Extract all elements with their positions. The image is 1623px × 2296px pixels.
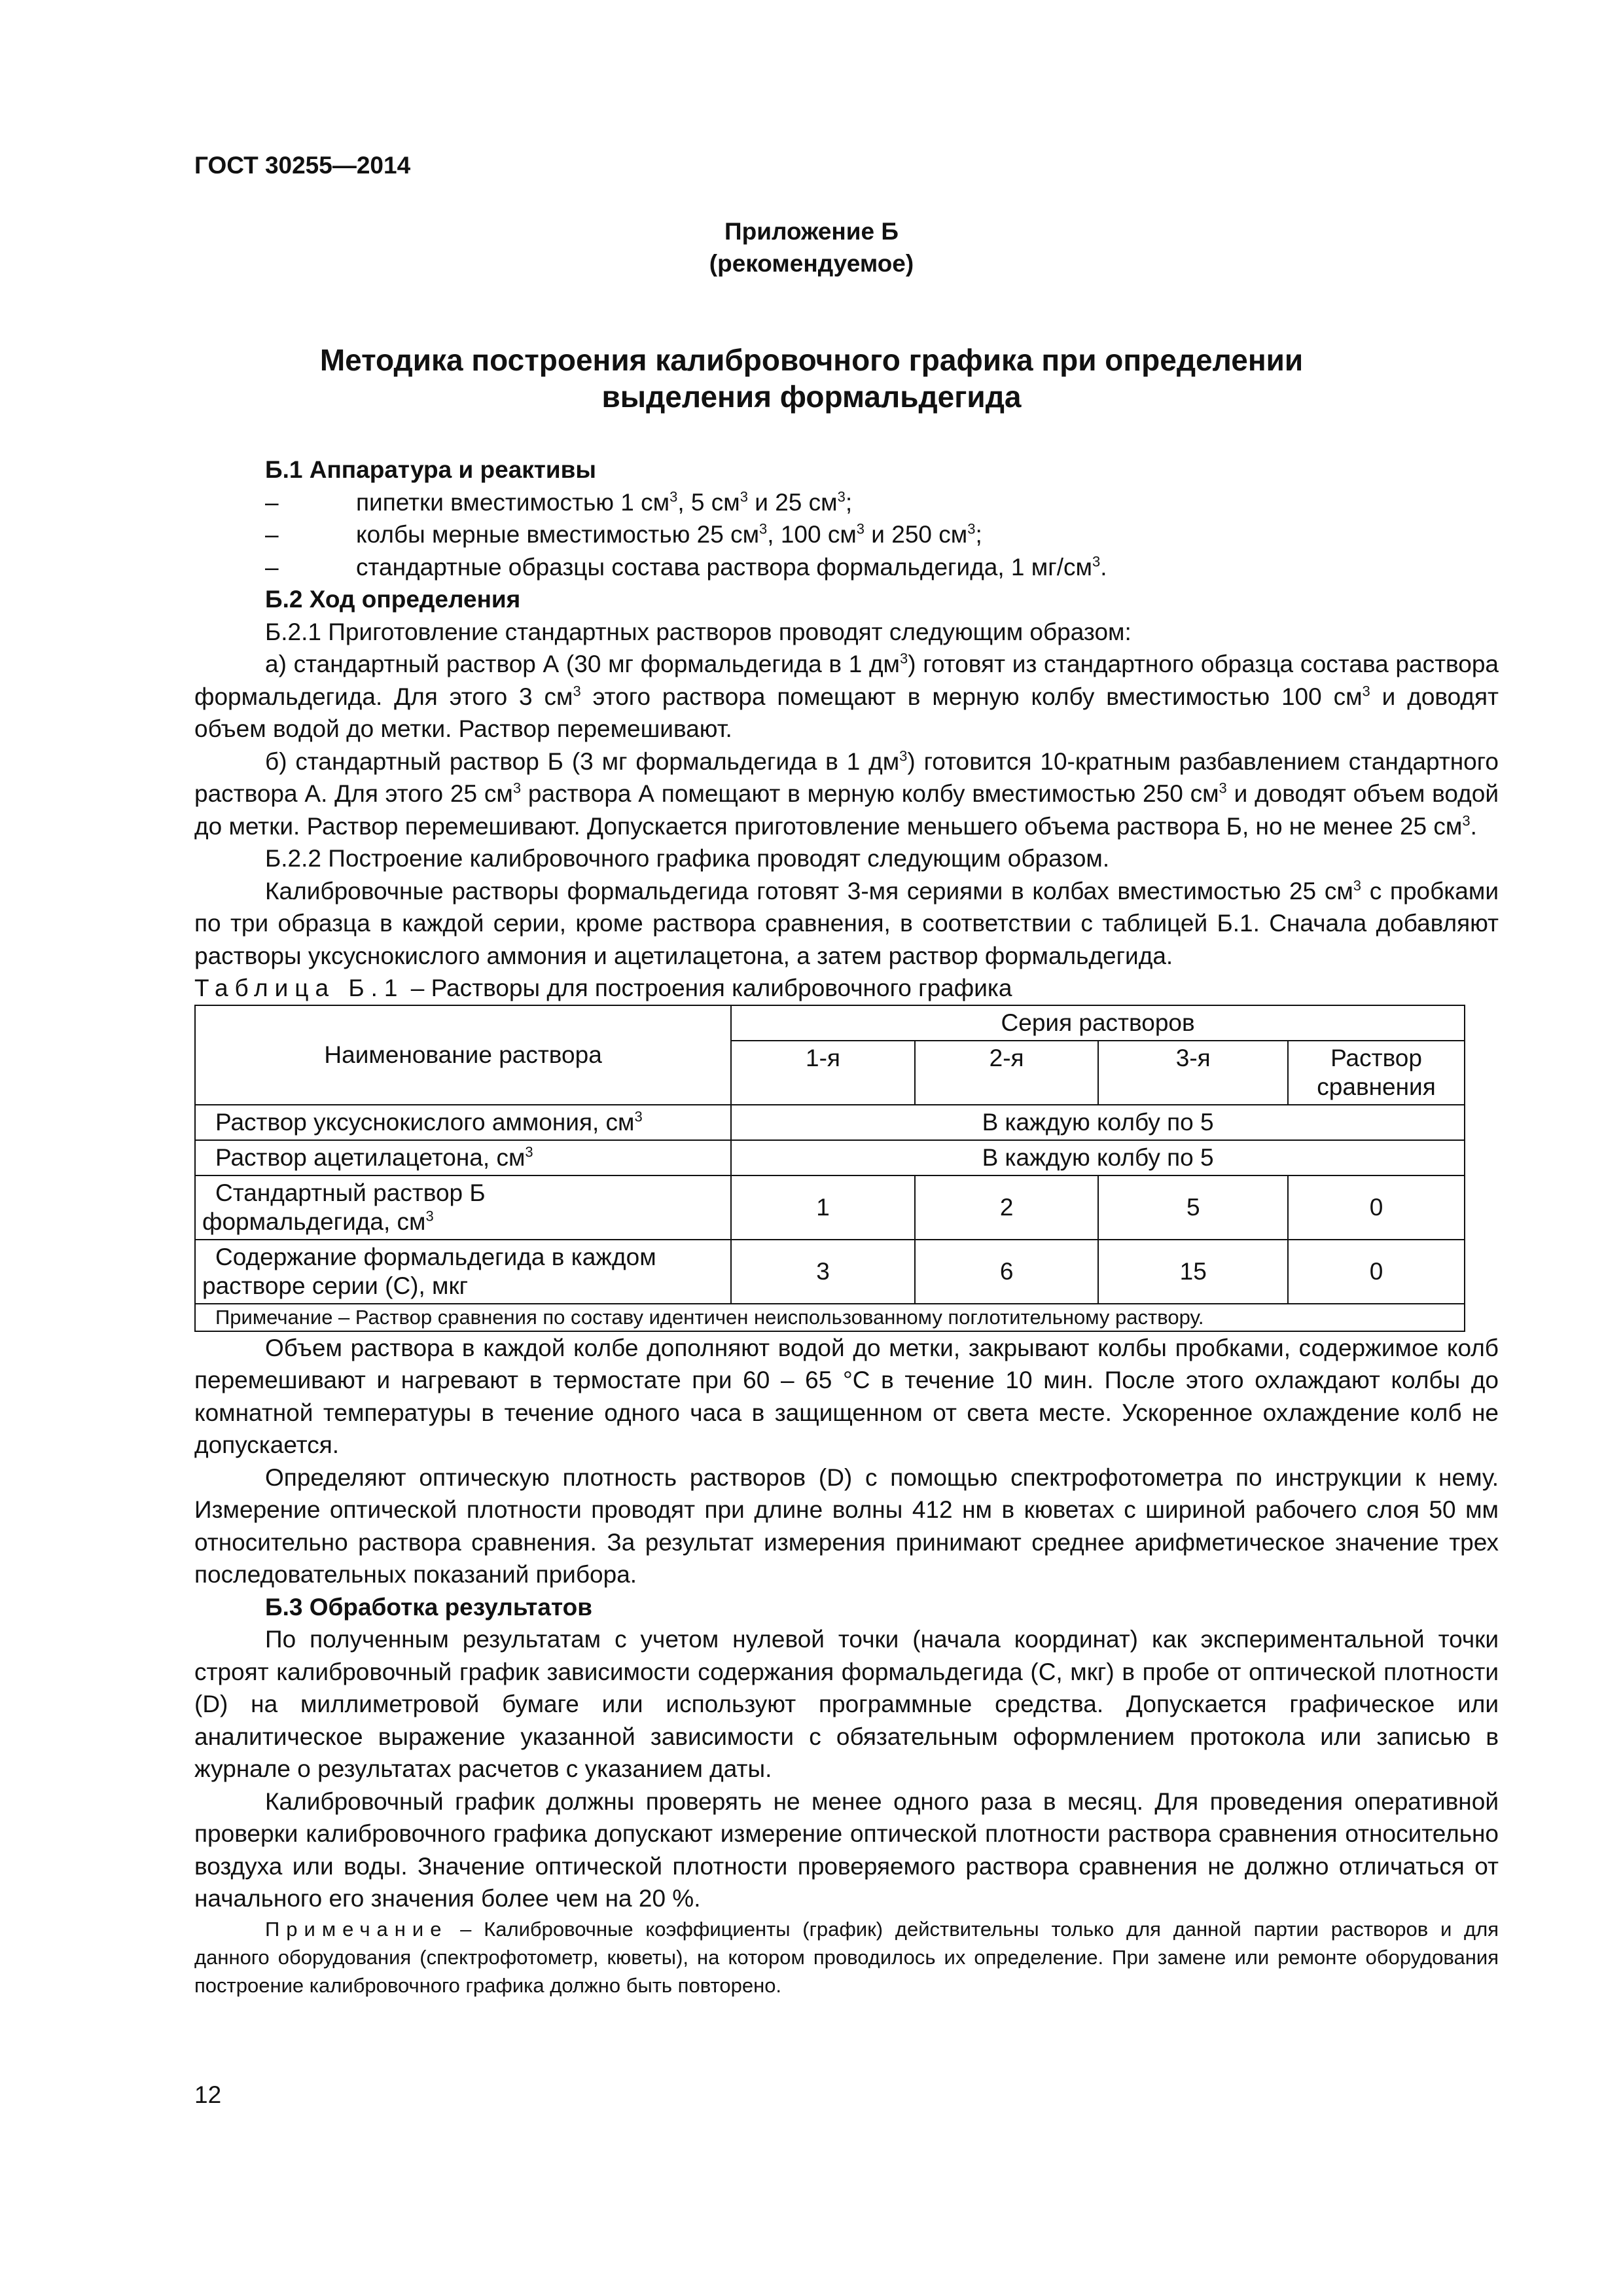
table-cell: Раствор ацетилацетона, $см^3$ (195, 1140, 731, 1175)
column-header: 2-я (915, 1041, 1099, 1105)
page-number: 12 (194, 2081, 222, 2108)
table-cell: 1 (731, 1175, 915, 1240)
column-header: 3-я (1098, 1041, 1288, 1105)
table-row (195, 1240, 1465, 1304)
paragraph-volume: Объем раствора в каждой колбе дополняют водой до метки, закрывают колбы пробками, содержимое колб перемешивают и нагревают в термостате при 60 – 65 °С в течение 10 мин. После этого охлаждают колбы до комнатной температуры в течение одного часа в защищенном от света месте. Ускоренное охлаждение колб не допускается. (194, 1334, 1499, 1458)
paragraph-b22: Б.2.2 Построение калибровочного графика проводят следующим образом. (265, 845, 1110, 872)
paragraph-results: По полученным результатам с учетом нулевой точки (начала координат) как экспериментальной точки строят калибровочный график зависимости содержания формальдегида (С, мкг) в пробе от оптической плотности (D) на миллиметровой бумаге или используют программные средства. Допускается графическое или аналитическое выражение указанной зависимости с обязательным оформлением протокола или записью в журнале о результатах расчетов с указанием даты. (194, 1626, 1499, 1782)
table-row (195, 1175, 1465, 1240)
table-cell: 6 (915, 1240, 1099, 1304)
column-header: 1-я (731, 1041, 915, 1105)
table-cell: 15 (1098, 1240, 1288, 1304)
column-header-name: Наименование раствора (195, 1005, 731, 1105)
note-paragraph: Примечание – Калибровочные коэффициенты (график) действительны только для данной партии растворов и для данного оборудования (спектрофотометр, кюветы), на котором проводилось их определение. При замене или ремонте оборудования построение калибровочного графика должно быть повторено. (194, 1917, 1499, 1997)
column-header-series: Серия растворов (731, 1005, 1465, 1041)
table-cell: Раствор уксуснокислого аммония, $см^3$ (195, 1105, 731, 1140)
table-cell: Содержание формальдегида в каждом растворе серии (С), мкг (195, 1240, 731, 1304)
appendix-title: Приложение Б (724, 218, 899, 245)
list-item: – колбы мерные вместимостью 25 $см^3$, 100 $см^3$ и 250 $см^3$; (265, 520, 982, 548)
paragraph-verification: Калибровочный график должны проверять не менее одного раза в месяц. Для проведения оперативной проверки калибровочного графика допускают измерение оптической плотности раствора сравнения относительно воздуха или воды. Значение оптической плотности проверяемого раствора сравнения не должно отличаться от начального его значения более чем на 20 %. (194, 1787, 1499, 1912)
document-header: ГОСТ 30255—2014 (194, 152, 411, 179)
table-cell: 0 (1288, 1240, 1465, 1304)
table-cell: 2 (915, 1175, 1099, 1240)
table-cell: В каждую колбу по 5 (731, 1105, 1465, 1140)
paragraph-optical-density: Определяют оптическую плотность растворов (D) с помощью спектрофотометра по инструкции к нему. Измерение оптической плотности проводят при длине волны 412 нм в кюветах с шириной рабочего слоя 50 мм относительно раствора сравнения. За результат измерения принимают среднее арифметическое значение трех последовательных показаний прибора. (194, 1463, 1499, 1588)
paragraph-calibration-solutions: Калибровочные растворы формальдегида готовят 3-мя сериями в колбах вместимостью 25 $см^3$ с пробками по три образца в каждой серии, кроме раствора сравнения, в соответствии с таблицей Б.1. Сначала добавляют растворы уксуснокислого аммония и ацетилацетона, а затем раствор формальдегида. (194, 877, 1499, 969)
table-cell: 0 (1288, 1175, 1465, 1240)
solutions-table (194, 1005, 1465, 1332)
table-row (195, 1105, 1465, 1140)
table-note-row (195, 1304, 1465, 1331)
section-title-line2: выделения формальдегида (601, 380, 1022, 414)
section-title-line1: Методика построения калибровочного графика при определении (319, 343, 1304, 377)
table-cell: 5 (1098, 1175, 1288, 1240)
appendix-status: (рекомендуемое) (709, 250, 914, 277)
paragraph-b21: Б.2.1 Приготовление стандартных растворов проводят следующим образом: (265, 618, 1132, 645)
table-cell: 3 (731, 1240, 915, 1304)
table-cell: В каждую колбу по 5 (731, 1140, 1465, 1175)
column-header: Раствор сравнения (1288, 1041, 1465, 1105)
table-header-row (195, 1005, 1465, 1041)
list-item: – стандартные образцы состава раствора формальдегида, 1 $мг/см^3$. (265, 553, 1107, 581)
table-cell: Стандартный раствор Б формальдегида, $см^3$ (195, 1175, 731, 1240)
table-caption: Таблица Б.1 – Растворы для построения калибровочного графика (194, 975, 1012, 1001)
subsection-heading-b2: Б.2 Ход определения (265, 586, 521, 613)
paragraph-solution-a: а) стандартный раствор А (30 мг формальдегида в 1 $дм^3$) готовят из стандартного образца состава раствора формальдегида. Для этого 3 $см^3$ этого раствора помещают в мерную колбу вместимостью 100 $см^3$ и доводят объем водой до метки. Раствор перемешивают. (194, 650, 1499, 742)
subsection-heading-b1: Б.1 Аппаратура и реактивы (265, 456, 597, 483)
list-item: – пипетки вместимостью 1 $см^3$, 5 $см^3$ и 25 $см^3$; (265, 488, 853, 516)
paragraph-solution-b: б) стандартный раствор Б (3 мг формальдегида в 1 $дм^3$) готовится 10-кратным разбавлением стандартного раствора А. Для этого 25 $см^3$ раствора А помещают в мерную колбу вместимостью 250 $см^3$ и доводят объем водой до метки. Раствор перемешивают. Допускается приготовление меньшего объема раствора Б, но не менее 25 $см^3$. (194, 747, 1499, 840)
table-row (195, 1140, 1465, 1175)
document-body (194, 454, 1499, 2000)
table-note: Примечание – Раствор сравнения по составу идентичен неиспользованному поглотительному раствору. (195, 1304, 1465, 1331)
subsection-heading-b3: Б.3 Обработка результатов (265, 1593, 592, 1621)
